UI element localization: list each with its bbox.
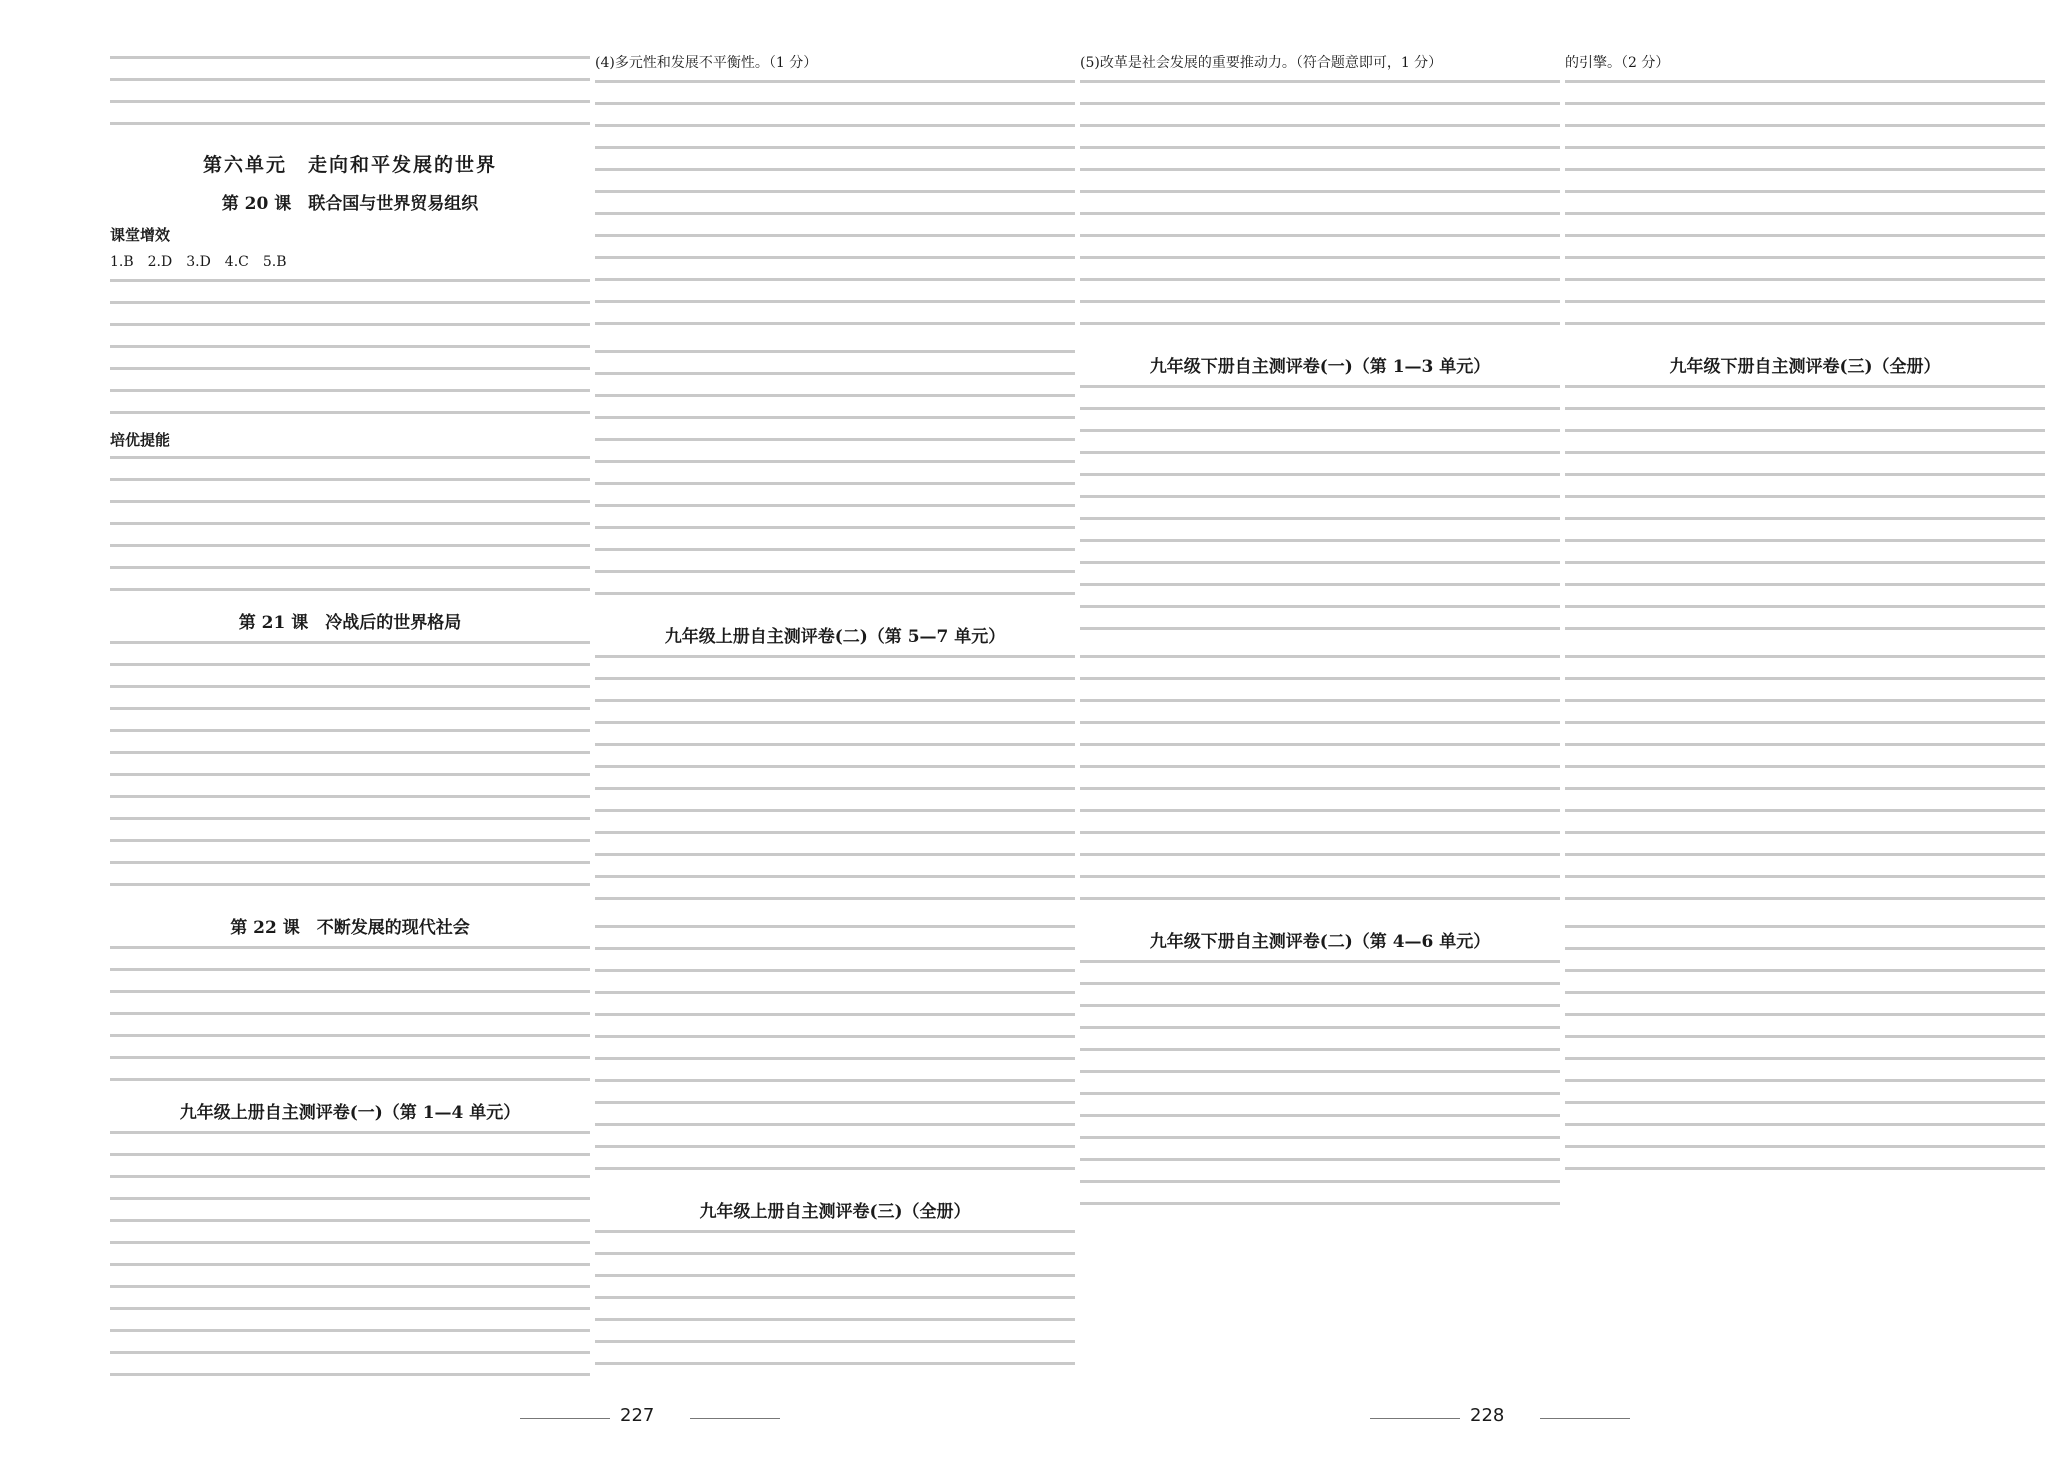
text-placeholder [1080, 655, 1560, 915]
answer-snippet: (5)改革是社会发展的重要推动力。（符合题意即可，1 分） [1080, 55, 1443, 71]
text-placeholder [1080, 960, 1560, 1220]
text-placeholder [595, 655, 1075, 915]
unit-title: 第六单元 走向和平发展的世界 [202, 154, 497, 176]
lesson-21-title: 第 21 课 冷战后的世界格局 [238, 613, 462, 634]
test-title: 九年级下册自主测评卷(一)（第 1—3 单元） [1149, 357, 1491, 378]
column-3 [1080, 50, 1560, 1390]
answer-snippet: (4)多元性和发展不平衡性。（1 分） [595, 55, 818, 71]
answer-snippet: 的引擎。（2 分） [1565, 55, 1670, 71]
test-title: 九年级上册自主测评卷(三)（全册） [699, 1202, 971, 1223]
footer-rule [1540, 1418, 1630, 1419]
section-heading: 课堂增效 [110, 226, 171, 244]
column-4 [1565, 50, 2045, 1390]
footer-rule [520, 1418, 610, 1419]
text-placeholder [110, 56, 590, 136]
page-number-left: 227 [620, 1405, 655, 1426]
test-title: 九年级上册自主测评卷(一)（第 1—4 单元） [179, 1103, 521, 1124]
text-placeholder [110, 641, 590, 901]
page-number-right: 228 [1470, 1405, 1505, 1426]
test-title: 九年级下册自主测评卷(二)（第 4—6 单元） [1149, 932, 1491, 953]
column-2 [595, 50, 1075, 1390]
answer-snippet: 1.B 2.D 3.D 4.C 5.B [110, 254, 287, 270]
text-placeholder [110, 946, 590, 1086]
footer-rule [1370, 1418, 1460, 1419]
text-placeholder [595, 80, 1075, 340]
test-title: 九年级上册自主测评卷(二)（第 5—7 单元） [664, 627, 1006, 648]
text-placeholder [1565, 925, 2045, 1185]
lesson-22-title: 第 22 课 不断发展的现代社会 [230, 918, 470, 939]
text-placeholder [1565, 80, 2045, 340]
text-placeholder [595, 925, 1075, 1185]
text-placeholder [1565, 655, 2045, 915]
lesson-20-title: 第 20 课 联合国与世界贸易组织 [221, 194, 479, 214]
text-placeholder [110, 456, 590, 596]
text-placeholder [595, 350, 1075, 610]
text-placeholder [1565, 385, 2045, 645]
text-placeholder [1080, 80, 1560, 340]
text-placeholder [110, 279, 590, 419]
section-heading: 培优提能 [110, 431, 171, 450]
test-title: 九年级下册自主测评卷(三)（全册） [1669, 357, 1941, 378]
text-placeholder [110, 1131, 590, 1390]
footer-rule [690, 1418, 780, 1419]
column-1 [110, 50, 590, 1390]
text-placeholder [595, 1230, 1075, 1370]
text-placeholder [1080, 385, 1560, 645]
